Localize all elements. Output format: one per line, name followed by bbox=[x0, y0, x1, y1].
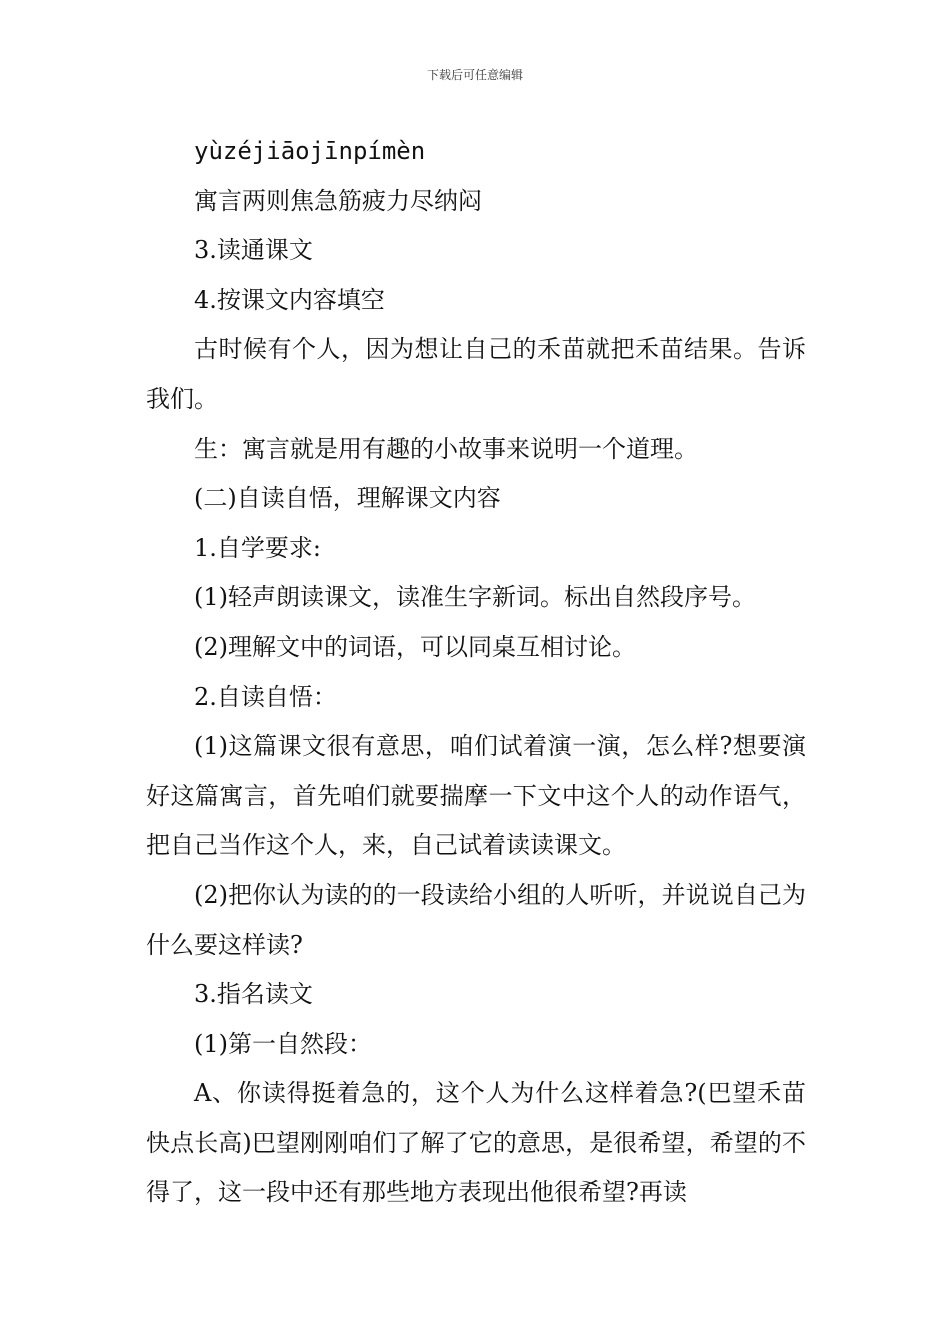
paragraph-first-section: (1)第一自然段： bbox=[194, 1029, 372, 1058]
paragraph-self-reading: 2.自读自悟： bbox=[194, 682, 337, 711]
paragraph-item-a: A、你读得挺着急的，这个人为什么这样着急?(巴望禾苗快点长高)巴望刚刚咱们了解了它的意思，是很希望，希望的不得了，这一段中还有那些地方表现出他很希望?再读 bbox=[146, 1079, 806, 1207]
paragraph-student-answer: 生：寓言就是用有趣的小故事来说明一个道理。 bbox=[194, 434, 698, 463]
paragraph-requirement-1: (1)轻声朗读课文，读准生字新词。标出自然段序号。 bbox=[194, 583, 756, 612]
paragraph-act-it-out: (1)这篇课文很有意思，咱们试着演一演，怎么样?想要演好这篇寓言，首先咱们就要揣摩一下文中这个人的动作语气，把自己当作这个人，来，自己试着读读课文。 bbox=[146, 732, 806, 860]
document-body bbox=[146, 127, 806, 1218]
page-header: 下载后可任意编辑 bbox=[426, 68, 523, 82]
section-heading-self-reading: (二)自读自悟，理解课文内容 bbox=[194, 484, 501, 513]
paragraph-fill-blank: 4.按课文内容填空 bbox=[194, 285, 385, 314]
paragraph-requirements: 1.自学要求: bbox=[194, 533, 321, 562]
paragraph-named-reading: 3.指名读文 bbox=[194, 980, 313, 1009]
paragraph-read-text: 3.读通课文 bbox=[194, 236, 313, 265]
paragraph-group-reading: (2)把你认为读的的一段读给小组的人听听，并说说自己为什么要这样读? bbox=[146, 880, 806, 959]
vocabulary-line: 寓言两则焦急筋疲力尽纳闷 bbox=[194, 186, 482, 215]
pinyin-line: yùzéjiāojīnpímèn bbox=[194, 137, 426, 165]
paragraph-requirement-2: (2)理解文中的词语，可以同桌互相讨论。 bbox=[194, 632, 636, 661]
paragraph-story-summary: 古时候有个人，因为想让自己的禾苗就把禾苗结果。告诉我们。 bbox=[146, 335, 806, 413]
